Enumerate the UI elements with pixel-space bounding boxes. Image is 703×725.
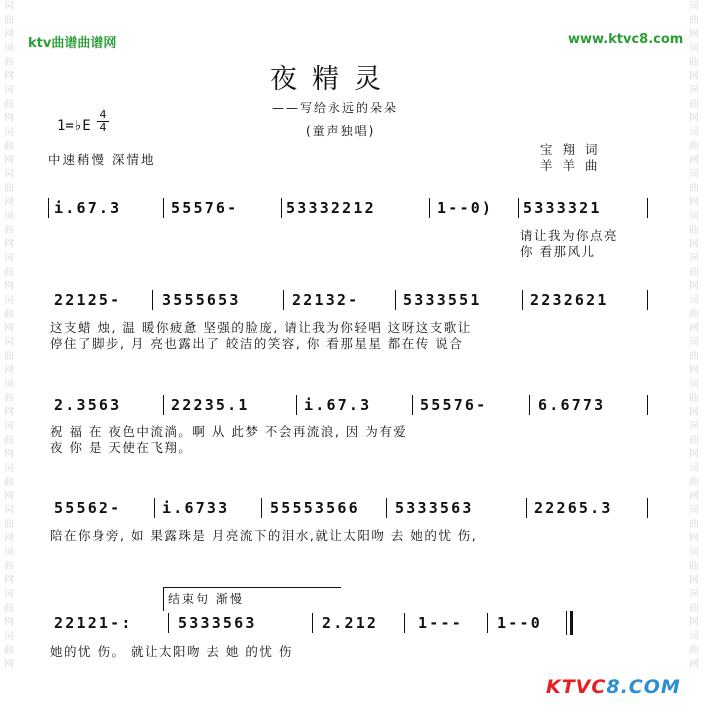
site-watermark-left: ktv曲谱曲谱网 (28, 36, 117, 51)
measure: 22121-: (54, 614, 133, 632)
measure: 55562- (54, 499, 122, 517)
barline (163, 198, 164, 218)
barline (647, 198, 648, 218)
barline (168, 613, 169, 633)
barline (429, 198, 430, 218)
composer-credit: 羊羊曲 (540, 158, 608, 173)
measure: 55576- (420, 396, 488, 414)
measure: i.67.3 (304, 396, 372, 414)
barline (281, 198, 282, 218)
measure: 2.212 (322, 614, 379, 632)
lyric-line-1: 请让我为你点亮 (520, 228, 619, 243)
measure: i.67.3 (54, 199, 122, 217)
measure: 5333563 (178, 614, 257, 632)
measure: 5333551 (403, 291, 482, 309)
barline (261, 498, 262, 518)
barline (312, 613, 313, 633)
barline (395, 290, 396, 310)
barline (647, 395, 648, 415)
measure: 5333321 (523, 199, 602, 217)
measure: 22132- (292, 291, 360, 309)
side-watermark-left: 词曲网词曲网词曲网词曲网词曲网词曲网词曲网词曲网词曲网词曲网词曲网词曲网词曲网词曲网词曲网词曲网 (4, 1, 14, 670)
meter-divider (97, 121, 109, 122)
meter-bottom: 4 (99, 121, 107, 134)
ending-bracket-side (163, 587, 164, 611)
measure: 1--0 (497, 614, 542, 632)
lyric-line-2: 夜 你 是 天使在飞翔。 (50, 440, 193, 455)
barline (48, 198, 49, 218)
barline (647, 498, 648, 518)
measure: 2232621 (530, 291, 609, 309)
barline (404, 613, 405, 633)
barline (163, 395, 164, 415)
song-title: 夜精灵 (270, 64, 396, 95)
measure: 3555653 (162, 291, 241, 309)
ending-label: 结束句 渐慢 (168, 592, 244, 606)
measure: 53332212 (286, 199, 376, 217)
ending-bracket (163, 587, 341, 588)
lyric-line-1: 她的忧 伤。 就让太阳吻 去 她 的忧 伤 (50, 644, 293, 659)
measure: 55576- (171, 199, 239, 217)
barline (522, 290, 523, 310)
barline (412, 395, 413, 415)
final-barline-thick (570, 611, 573, 635)
lyric-line-2: 停住了脚步, 月 亮也露出了 皎洁的笑容, 你 看那星星 都在传 说合 (50, 336, 464, 351)
side-watermark-right: 词曲网词曲网词曲网词曲网词曲网词曲网词曲网词曲网词曲网词曲网词曲网词曲网词曲网词曲网词曲网词曲网 (689, 1, 699, 670)
lyric-line-1: 这支蜡 烛, 温 暖你疲惫 坚强的脸庞, 请让我为你轻唱 这呀这支歌让 (50, 320, 472, 335)
barline (154, 498, 155, 518)
measure: 1--0) (437, 199, 494, 217)
lyric-line-1: 祝 福 在 夜色中流淌。啊 从 此梦 不会再流浪, 因 为有爱 (50, 424, 408, 439)
barline (518, 198, 519, 218)
measure: 1--- (418, 614, 463, 632)
measure: 22125- (54, 291, 122, 309)
measure: 22265.3 (534, 499, 613, 517)
lyric-line-1: 陪在你身旁, 如 果露珠是 月亮流下的泪水,就让太阳吻 去 她的忧 伤, (50, 528, 478, 543)
key-signature: 1=♭E (57, 118, 91, 134)
logo-part-1: KTVC (546, 676, 607, 698)
barline (386, 498, 387, 518)
lyricist-credit: 宝翔词 (540, 142, 608, 157)
barline (487, 613, 488, 633)
barline (529, 395, 530, 415)
barline (296, 395, 297, 415)
time-signature (97, 108, 109, 134)
site-watermark-right: www.ktvc8.com (568, 32, 684, 47)
meter-top: 4 (99, 108, 107, 121)
lyric-line-2: 你 看那风儿 (520, 244, 596, 259)
performance-note: (童声独唱) (306, 124, 376, 138)
barline (283, 290, 284, 310)
measure: 6.6773 (538, 396, 606, 414)
measure: 5333563 (395, 499, 474, 517)
measure: 22235.1 (171, 396, 250, 414)
site-logo (546, 676, 681, 698)
logo-part-2: 8.COM (606, 676, 681, 698)
barline (647, 290, 648, 310)
song-subtitle: ——写给永远的朵朵 (272, 101, 399, 115)
final-barline-thin (566, 611, 567, 635)
measure: i.6733 (162, 499, 230, 517)
measure: 2.3563 (54, 396, 122, 414)
tempo-marking: 中速稍慢 深情地 (48, 152, 156, 167)
barline (152, 290, 153, 310)
measure: 55553566 (270, 499, 360, 517)
barline (526, 498, 527, 518)
